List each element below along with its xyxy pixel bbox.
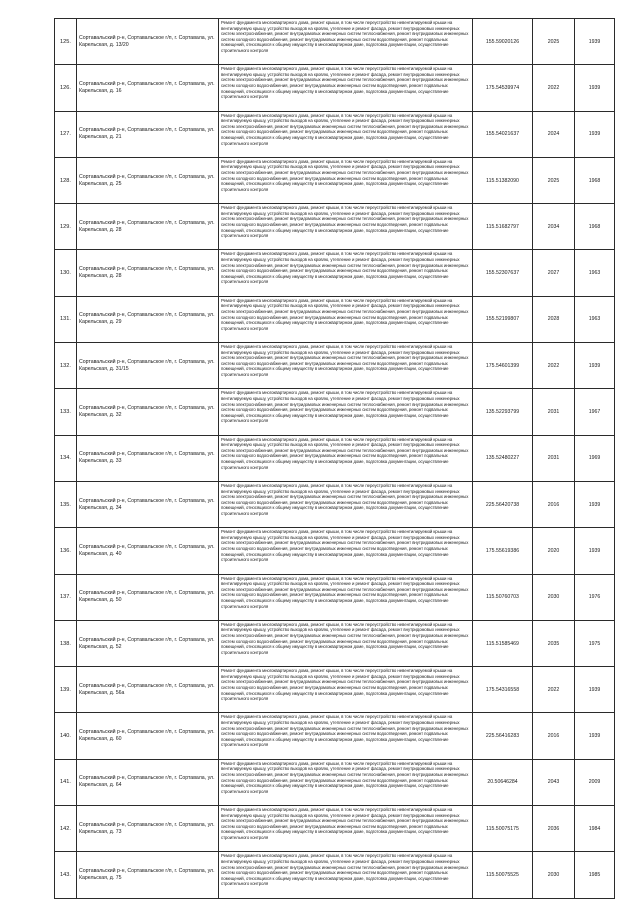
address-cell: Сортавальский р-н, Сортавальское г/п, г. Сортавала, ул. Карельская, д. 50 [77, 574, 219, 620]
address-cell: Сортавальский р-н, Сортавальское г/п, г. Сортавала, ул. Карельская, д. 32 [77, 389, 219, 435]
address-cell: Сортавальский р-н, Сортавальское г/п, г. Сортавала, ул. Карельская, д. 31/15 [77, 343, 219, 389]
address-cell: Сортавальский р-н, Сортавальское г/п, г. Сортавала, ул. Карельская, д. 60 [77, 713, 219, 759]
build-year-cell: 1969 [575, 435, 615, 481]
planned-year-cell: 2031 [533, 389, 575, 435]
row-number: 129. [55, 204, 77, 250]
row-number: 134. [55, 435, 77, 481]
build-year-cell: 1939 [575, 111, 615, 157]
planned-year-cell: 2022 [533, 343, 575, 389]
cost-cell: 175.54601399 [473, 343, 533, 389]
cost-cell: 115.51382090 [473, 157, 533, 203]
work-description-cell: Ремонт фундамента многоквартирного дома, ремонт крыши, в том числе переустройство невентилируемой крыши на вентилируемую крышу, устройство выходов на кровлю, утепление и ремонт фасада, ремонт внутридомовых инженерных систем электроснабжения, ремонт внутридомовых инженерных систем теплоснабжения, ремонт внутридомовых инженерных систем холодного водоснабжения, ремонт внутридомовых инженерных систем водоотведения, ремонт подвальных помещений, относящихся к общему имуществу в многоквартирном доме, подготовка документации, осуществление строительного контроля [219, 759, 473, 805]
table-row [55, 157, 615, 203]
document-page [54, 18, 614, 899]
work-description-cell: Ремонт фундамента многоквартирного дома, ремонт крыши, в том числе переустройство невентилируемой крыши на вентилируемую крышу, устройство выходов на кровлю, утепление и ремонт фасада, ремонт внутридомовых инженерных систем электроснабжения, ремонт внутридомовых инженерных систем теплоснабжения, ремонт внутридомовых инженерных систем холодного водоснабжения, ремонт внутридомовых инженерных систем водоотведения, ремонт подвальных помещений, относящихся к общему имуществу в многоквартирном доме, подготовка документации, осуществление строительного контроля [219, 713, 473, 759]
row-number: 137. [55, 574, 77, 620]
work-description-cell: Ремонт фундамента многоквартирного дома, ремонт крыши, в том числе переустройство невентилируемой крыши на вентилируемую крышу, устройство выходов на кровлю, утепление и ремонт фасада, ремонт внутридомовых инженерных систем электроснабжения, ремонт внутридомовых инженерных систем теплоснабжения, ремонт внутридомовых инженерных систем холодного водоснабжения, ремонт внутридомовых инженерных систем водоотведения, ремонт подвальных помещений, относящихся к общему имуществу в многоквартирном доме, подготовка документации, осуществление строительного контроля [219, 389, 473, 435]
cost-cell: 155.52307637 [473, 250, 533, 296]
address-cell: Сортавальский р-н, Сортавальское г/п, г. Сортавала, ул. Карельская, д. 21 [77, 111, 219, 157]
cost-cell: 175.55619386 [473, 528, 533, 574]
table-row [55, 204, 615, 250]
build-year-cell: 1939 [575, 667, 615, 713]
cost-cell: 115.51682797 [473, 204, 533, 250]
work-description-cell: Ремонт фундамента многоквартирного дома, ремонт крыши, в том числе переустройство невентилируемой крыши на вентилируемую крышу, устройство выходов на кровлю, утепление и ремонт фасада, ремонт внутридомовых инженерных систем электроснабжения, ремонт внутридомовых инженерных систем теплоснабжения, ремонт внутридомовых инженерных систем холодного водоснабжения, ремонт внутридомовых инженерных систем водоотведения, ремонт подвальных помещений, относящихся к общему имуществу в многоквартирном доме, подготовка документации, осуществление строительного контроля [219, 528, 473, 574]
table-row [55, 806, 615, 852]
work-description-cell: Ремонт фундамента многоквартирного дома, ремонт крыши, в том числе переустройство невентилируемой крыши на вентилируемую крышу, устройство выходов на кровлю, утепление и ремонт фасада, ремонт внутридомовых инженерных систем электроснабжения, ремонт внутридомовых инженерных систем теплоснабжения, ремонт внутридомовых инженерных систем холодного водоснабжения, ремонт внутридомовых инженерных систем водоотведения, ремонт подвальных помещений, относящихся к общему имуществу в многоквартирном доме, подготовка документации, осуществление строительного контроля [219, 620, 473, 666]
cost-cell: 155.54021637 [473, 111, 533, 157]
row-number: 141. [55, 759, 77, 805]
table-row [55, 111, 615, 157]
row-number: 130. [55, 250, 77, 296]
table-row [55, 667, 615, 713]
cost-cell: 155.59020126 [473, 19, 533, 65]
table-row [55, 713, 615, 759]
work-description-cell: Ремонт фундамента многоквартирного дома, ремонт крыши, в том числе переустройство невентилируемой крыши на вентилируемую крышу, устройство выходов на кровлю, утепление и ремонт фасада, ремонт внутридомовых инженерных систем электроснабжения, ремонт внутридомовых инженерных систем теплоснабжения, ремонт внутридомовых инженерных систем холодного водоснабжения, ремонт внутридомовых инженерных систем водоотведения, ремонт подвальных помещений, относящихся к общему имуществу в многоквартирном доме, подготовка документации, осуществление строительного контроля [219, 19, 473, 65]
build-year-cell: 1963 [575, 250, 615, 296]
cost-cell: 135.52293799 [473, 389, 533, 435]
build-year-cell: 1939 [575, 713, 615, 759]
row-number: 143. [55, 852, 77, 898]
planned-year-cell: 2031 [533, 435, 575, 481]
row-number: 133. [55, 389, 77, 435]
work-description-cell: Ремонт фундамента многоквартирного дома, ремонт крыши, в том числе переустройство невентилируемой крыши на вентилируемую крышу, устройство выходов на кровлю, утепление и ремонт фасада, ремонт внутридомовых инженерных систем электроснабжения, ремонт внутридомовых инженерных систем теплоснабжения, ремонт внутридомовых инженерных систем холодного водоснабжения, ремонт внутридомовых инженерных систем водоотведения, ремонт подвальных помещений, относящихся к общему имуществу в многоквартирном доме, подготовка документации, осуществление строительного контроля [219, 806, 473, 852]
work-description-cell: Ремонт фундамента многоквартирного дома, ремонт крыши, в том числе переустройство невентилируемой крыши на вентилируемую крышу, устройство выходов на кровлю, утепление и ремонт фасада, ремонт внутридомовых инженерных систем электроснабжения, ремонт внутридомовых инженерных систем теплоснабжения, ремонт внутридомовых инженерных систем холодного водоснабжения, ремонт внутридомовых инженерных систем водоотведения, ремонт подвальных помещений, относящихся к общему имуществу в многоквартирном доме, подготовка документации, осуществление строительного контроля [219, 481, 473, 527]
row-number: 131. [55, 296, 77, 342]
cost-cell: 115.50760703 [473, 574, 533, 620]
table-row [55, 65, 615, 111]
address-cell: Сортавальский р-н, Сортавальское г/п, г. Сортавала, ул. Карельская, д. 34 [77, 481, 219, 527]
build-year-cell: 1984 [575, 806, 615, 852]
row-number: 128. [55, 157, 77, 203]
table-row [55, 620, 615, 666]
row-number: 138. [55, 620, 77, 666]
work-description-cell: Ремонт фундамента многоквартирного дома, ремонт крыши, в том числе переустройство невентилируемой крыши на вентилируемую крышу, устройство выходов на кровлю, утепление и ремонт фасада, ремонт внутридомовых инженерных систем электроснабжения, ремонт внутридомовых инженерных систем теплоснабжения, ремонт внутридомовых инженерных систем холодного водоснабжения, ремонт внутридомовых инженерных систем водоотведения, ремонт подвальных помещений, относящихся к общему имуществу в многоквартирном доме, подготовка документации, осуществление строительного контроля [219, 296, 473, 342]
table-row [55, 759, 615, 805]
build-year-cell: 1976 [575, 574, 615, 620]
build-year-cell: 1963 [575, 296, 615, 342]
planned-year-cell: 2020 [533, 528, 575, 574]
table-row [55, 389, 615, 435]
build-year-cell: 1939 [575, 65, 615, 111]
table-row [55, 435, 615, 481]
address-cell: Сортавальский р-н, Сортавальское г/п, г. Сортавала, ул. Карельская, д. 13/20 [77, 19, 219, 65]
cost-cell: 115.50075175 [473, 806, 533, 852]
row-number: 125. [55, 19, 77, 65]
build-year-cell: 1968 [575, 157, 615, 203]
address-cell: Сортавальский р-н, Сортавальское г/п, г. Сортавала, ул. Карельская, д. 75 [77, 852, 219, 898]
build-year-cell: 1939 [575, 481, 615, 527]
planned-year-cell: 2043 [533, 759, 575, 805]
table-row [55, 19, 615, 65]
cost-cell: 175.54316558 [473, 667, 533, 713]
build-year-cell: 1968 [575, 204, 615, 250]
table-row [55, 574, 615, 620]
row-number: 132. [55, 343, 77, 389]
table-row [55, 528, 615, 574]
address-cell: Сортавальский р-н, Сортавальское г/п, г. Сортавала, ул. Карельская, д. 52 [77, 620, 219, 666]
address-cell: Сортавальский р-н, Сортавальское г/п, г. Сортавала, ул. Карельская, д. 25 [77, 157, 219, 203]
row-number: 140. [55, 713, 77, 759]
planned-year-cell: 2025 [533, 19, 575, 65]
address-cell: Сортавальский р-н, Сортавальское г/п, г. Сортавала, ул. Карельская, д. 40 [77, 528, 219, 574]
address-cell: Сортавальский р-н, Сортавальское г/п, г. Сортавала, ул. Карельская, д. 64 [77, 759, 219, 805]
build-year-cell: 1939 [575, 528, 615, 574]
planned-year-cell: 2030 [533, 852, 575, 898]
work-description-cell: Ремонт фундамента многоквартирного дома, ремонт крыши, в том числе переустройство невентилируемой крыши на вентилируемую крышу, устройство выходов на кровлю, утепление и ремонт фасада, ремонт внутридомовых инженерных систем электроснабжения, ремонт внутридомовых инженерных систем теплоснабжения, ремонт внутридомовых инженерных систем холодного водоснабжения, ремонт внутридомовых инженерных систем водоотведения, ремонт подвальных помещений, относящихся к общему имуществу в многоквартирном доме, подготовка документации, осуществление строительного контроля [219, 65, 473, 111]
address-cell: Сортавальский р-н, Сортавальское г/п, г. Сортавала, ул. Карельская, д. 28 [77, 204, 219, 250]
build-year-cell: 1939 [575, 19, 615, 65]
planned-year-cell: 2030 [533, 574, 575, 620]
planned-year-cell: 2016 [533, 481, 575, 527]
repair-program-table [54, 18, 615, 899]
planned-year-cell: 2028 [533, 296, 575, 342]
row-number: 126. [55, 65, 77, 111]
planned-year-cell: 2022 [533, 667, 575, 713]
planned-year-cell: 2027 [533, 250, 575, 296]
build-year-cell: 1975 [575, 620, 615, 666]
address-cell: Сортавальский р-н, Сортавальское г/п, г. Сортавала, ул. Карельская, д. 33 [77, 435, 219, 481]
build-year-cell: 2009 [575, 759, 615, 805]
planned-year-cell: 2022 [533, 65, 575, 111]
address-cell: Сортавальский р-н, Сортавальское г/п, г. Сортавала, ул. Карельская, д. 56а [77, 667, 219, 713]
planned-year-cell: 2035 [533, 620, 575, 666]
row-number: 139. [55, 667, 77, 713]
address-cell: Сортавальский р-н, Сортавальское г/п, г. Сортавала, ул. Карельская, д. 16 [77, 65, 219, 111]
build-year-cell: 1967 [575, 389, 615, 435]
cost-cell: 20.50646284 [473, 759, 533, 805]
work-description-cell: Ремонт фундамента многоквартирного дома, ремонт крыши, в том числе переустройство невентилируемой крыши на вентилируемую крышу, устройство выходов на кровлю, утепление и ремонт фасада, ремонт внутридомовых инженерных систем электроснабжения, ремонт внутридомовых инженерных систем теплоснабжения, ремонт внутридомовых инженерных систем холодного водоснабжения, ремонт внутридомовых инженерных систем водоотведения, ремонт подвальных помещений, относящихся к общему имуществу в многоквартирном доме, подготовка документации, осуществление строительного контроля [219, 250, 473, 296]
planned-year-cell: 2036 [533, 806, 575, 852]
work-description-cell: Ремонт фундамента многоквартирного дома, ремонт крыши, в том числе переустройство невентилируемой крыши на вентилируемую крышу, устройство выходов на кровлю, утепление и ремонт фасада, ремонт внутридомовых инженерных систем электроснабжения, ремонт внутридомовых инженерных систем теплоснабжения, ремонт внутридомовых инженерных систем холодного водоснабжения, ремонт внутридомовых инженерных систем водоотведения, ремонт подвальных помещений, относящихся к общему имуществу в многоквартирном доме, подготовка документации, осуществление строительного контроля [219, 435, 473, 481]
cost-cell: 225.56416283 [473, 713, 533, 759]
work-description-cell: Ремонт фундамента многоквартирного дома, ремонт крыши, в том числе переустройство невентилируемой крыши на вентилируемую крышу, устройство выходов на кровлю, утепление и ремонт фасада, ремонт внутридомовых инженерных систем электроснабжения, ремонт внутридомовых инженерных систем теплоснабжения, ремонт внутридомовых инженерных систем холодного водоснабжения, ремонт внутридомовых инженерных систем водоотведения, ремонт подвальных помещений, относящихся к общему имуществу в многоквартирном доме, подготовка документации, осуществление строительного контроля [219, 204, 473, 250]
planned-year-cell: 2034 [533, 204, 575, 250]
cost-cell: 135.52480227 [473, 435, 533, 481]
cost-cell: 155.52199807 [473, 296, 533, 342]
work-description-cell: Ремонт фундамента многоквартирного дома, ремонт крыши, в том числе переустройство невентилируемой крыши на вентилируемую крышу, устройство выходов на кровлю, утепление и ремонт фасада, ремонт внутридомовых инженерных систем электроснабжения, ремонт внутридомовых инженерных систем теплоснабжения, ремонт внутридомовых инженерных систем холодного водоснабжения, ремонт внутридомовых инженерных систем водоотведения, ремонт подвальных помещений, относящихся к общему имуществу в многоквартирном доме, подготовка документации, осуществление строительного контроля [219, 111, 473, 157]
table-row [55, 250, 615, 296]
table-row [55, 296, 615, 342]
table-row [55, 481, 615, 527]
build-year-cell: 1985 [575, 852, 615, 898]
row-number: 142. [55, 806, 77, 852]
work-description-cell: Ремонт фундамента многоквартирного дома, ремонт крыши, в том числе переустройство невентилируемой крыши на вентилируемую крышу, устройство выходов на кровлю, утепление и ремонт фасада, ремонт внутридомовых инженерных систем электроснабжения, ремонт внутридомовых инженерных систем теплоснабжения, ремонт внутридомовых инженерных систем холодного водоснабжения, ремонт внутридомовых инженерных систем водоотведения, ремонт подвальных помещений, относящихся к общему имуществу в многоквартирном доме, подготовка документации, осуществление строительного контроля [219, 852, 473, 898]
row-number: 136. [55, 528, 77, 574]
planned-year-cell: 2025 [533, 157, 575, 203]
table-body [55, 19, 615, 899]
cost-cell: 225.56420738 [473, 481, 533, 527]
address-cell: Сортавальский р-н, Сортавальское г/п, г. Сортавала, ул. Карельская, д. 73 [77, 806, 219, 852]
row-number: 135. [55, 481, 77, 527]
cost-cell: 115.50075525 [473, 852, 533, 898]
address-cell: Сортавальский р-н, Сортавальское г/п, г. Сортавала, ул. Карельская, д. 29 [77, 296, 219, 342]
cost-cell: 175.54539974 [473, 65, 533, 111]
work-description-cell: Ремонт фундамента многоквартирного дома, ремонт крыши, в том числе переустройство невентилируемой крыши на вентилируемую крышу, устройство выходов на кровлю, утепление и ремонт фасада, ремонт внутридомовых инженерных систем электроснабжения, ремонт внутридомовых инженерных систем теплоснабжения, ремонт внутридомовых инженерных систем холодного водоснабжения, ремонт внутридомовых инженерных систем водоотведения, ремонт подвальных помещений, относящихся к общему имуществу в многоквартирном доме, подготовка документации, осуществление строительного контроля [219, 667, 473, 713]
build-year-cell: 1939 [575, 343, 615, 389]
planned-year-cell: 2016 [533, 713, 575, 759]
row-number: 127. [55, 111, 77, 157]
work-description-cell: Ремонт фундамента многоквартирного дома, ремонт крыши, в том числе переустройство невентилируемой крыши на вентилируемую крышу, устройство выходов на кровлю, утепление и ремонт фасада, ремонт внутридомовых инженерных систем электроснабжения, ремонт внутридомовых инженерных систем теплоснабжения, ремонт внутридомовых инженерных систем холодного водоснабжения, ремонт внутридомовых инженерных систем водоотведения, ремонт подвальных помещений, относящихся к общему имуществу в многоквартирном доме, подготовка документации, осуществление строительного контроля [219, 574, 473, 620]
address-cell: Сортавальский р-н, Сортавальское г/п, г. Сортавала, ул. Карельская, д. 28 [77, 250, 219, 296]
planned-year-cell: 2024 [533, 111, 575, 157]
table-row [55, 343, 615, 389]
table-row [55, 852, 615, 898]
work-description-cell: Ремонт фундамента многоквартирного дома, ремонт крыши, в том числе переустройство невентилируемой крыши на вентилируемую крышу, устройство выходов на кровлю, утепление и ремонт фасада, ремонт внутридомовых инженерных систем электроснабжения, ремонт внутридомовых инженерных систем теплоснабжения, ремонт внутридомовых инженерных систем холодного водоснабжения, ремонт внутридомовых инженерных систем водоотведения, ремонт подвальных помещений, относящихся к общему имуществу в многоквартирном доме, подготовка документации, осуществление строительного контроля [219, 157, 473, 203]
cost-cell: 115.51585469 [473, 620, 533, 666]
work-description-cell: Ремонт фундамента многоквартирного дома, ремонт крыши, в том числе переустройство невентилируемой крыши на вентилируемую крышу, устройство выходов на кровлю, утепление и ремонт фасада, ремонт внутридомовых инженерных систем электроснабжения, ремонт внутридомовых инженерных систем теплоснабжения, ремонт внутридомовых инженерных систем холодного водоснабжения, ремонт внутридомовых инженерных систем водоотведения, ремонт подвальных помещений, относящихся к общему имуществу в многоквартирном доме, подготовка документации, осуществление строительного контроля [219, 343, 473, 389]
